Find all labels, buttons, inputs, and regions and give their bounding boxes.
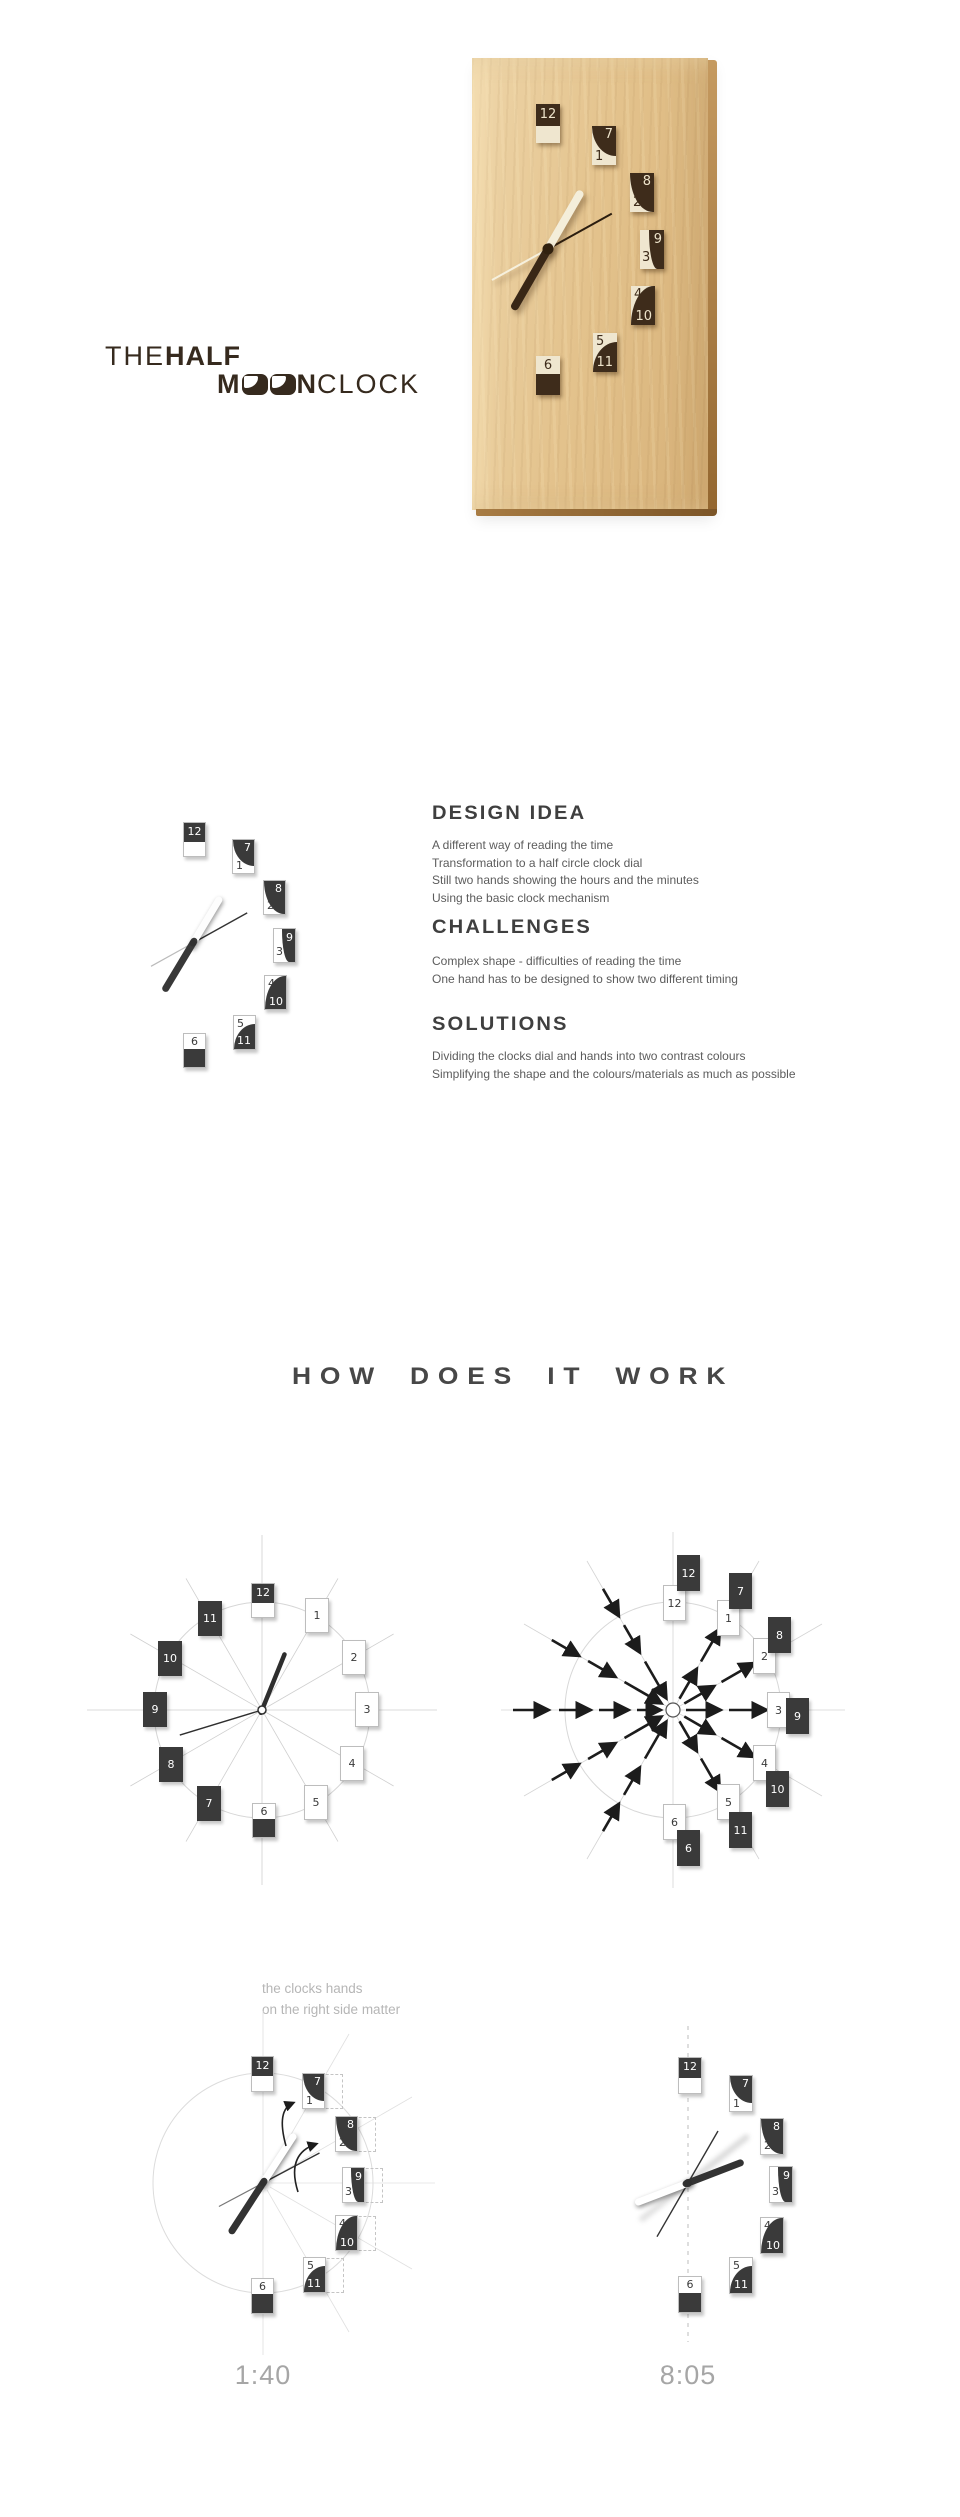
full-circle-clock-diagram (120, 1540, 420, 1880)
tile-number: 11 (596, 355, 613, 370)
note-line-2: on the right side matter (262, 2001, 401, 2017)
tile-number: 1 (595, 149, 604, 164)
center-hub (666, 1703, 680, 1717)
tile-dark-area (184, 1049, 205, 1067)
wood-panel-bottom-edge (476, 509, 717, 516)
clock-tile-10-4 (264, 975, 287, 1010)
tile-number: 12 (683, 2060, 697, 2074)
tile-dark-area (253, 1819, 275, 1837)
clock-tile-6 (536, 356, 560, 395)
tile-number: 12 (256, 1585, 270, 1599)
clock-tile-dark (786, 1698, 809, 1734)
tile-number: 8 (773, 2120, 780, 2133)
read-arrow-minute (295, 2144, 316, 2192)
logo (105, 342, 420, 398)
clock-tile-7-1 (592, 126, 616, 165)
tile-number: 2 (761, 1649, 768, 1663)
section-lines-challenges (432, 953, 738, 988)
clock-tile-12 (678, 2057, 702, 2094)
tile-dark-area (536, 374, 560, 395)
tile-number: 12 (667, 1596, 682, 1610)
clock-tile-light (305, 1598, 329, 1633)
clock-tile-11-5 (303, 2257, 326, 2293)
wood-clock-hands-graphic (472, 58, 708, 510)
tile-dark-area (252, 2294, 273, 2313)
tile-number: 5 (312, 1796, 320, 1809)
tile-number: 3 (772, 2185, 779, 2198)
clock-tile-dark (677, 1830, 700, 1866)
clock-tile-dark (197, 1786, 221, 1821)
clock-tile-6 (183, 1033, 206, 1068)
clock-tile-dark (198, 1601, 222, 1636)
section-title-design-idea: DESIGN IDEA (432, 803, 587, 824)
tile-number: 7 (604, 127, 613, 142)
clock-tile-12 (251, 1583, 275, 1618)
center-hub (260, 2180, 267, 2187)
tile-number: 9 (783, 2169, 790, 2182)
clock-tile-12 (183, 822, 206, 857)
tile-number: 1 (306, 2094, 313, 2107)
body-line: Dividing the clocks dial and hands into two contrast colours (432, 1049, 746, 1063)
minute-hand (262, 2137, 293, 2185)
tile-number: 6 (685, 1841, 692, 1855)
tile-number: 12 (681, 1566, 696, 1580)
tile-number: 4 (268, 977, 275, 990)
half-clock-diagram (140, 800, 370, 1100)
moon-notch (244, 376, 258, 388)
clock-tile-dark (766, 1771, 789, 1807)
clock-tile-8-2 (630, 173, 654, 212)
tile-number: 2 (339, 2136, 346, 2149)
clock-tile-11-5 (729, 2257, 753, 2294)
tile-number: 8 (275, 882, 282, 895)
tile-number: 1 (725, 1611, 732, 1625)
time-label-805: 8:05 (659, 2360, 717, 2390)
clock-tile-light (342, 1640, 366, 1675)
minute-hand (192, 900, 219, 945)
hour-hand (166, 941, 194, 988)
tile-number: 12 (539, 106, 557, 122)
clock-tile-8-2 (263, 880, 286, 915)
tile-number: 4 (634, 287, 643, 302)
tile-number: 4 (764, 2219, 771, 2232)
tile-number: 5 (237, 1017, 244, 1030)
center-hub (190, 940, 197, 947)
tile-number: 6 (259, 2280, 266, 2294)
tile-number: 9 (151, 1703, 159, 1716)
fold-arrows-diagram (510, 1540, 840, 1880)
tile-number: 6 (191, 1035, 198, 1049)
wood-clock-panel (472, 58, 708, 510)
logo-letter: M (217, 369, 241, 399)
moon-notch (272, 376, 286, 388)
tile-number: 7 (737, 1584, 744, 1598)
clock-tile-dark (677, 1555, 700, 1591)
tile-number: 10 (269, 995, 283, 1008)
tile-number: 10 (635, 309, 652, 324)
tile-number: 9 (794, 1709, 801, 1723)
clock-tile-dark (159, 1747, 183, 1782)
tile-number: 1 (236, 859, 243, 872)
tile-number: 10 (340, 2236, 354, 2249)
tile-number: 10 (770, 1782, 785, 1796)
tile-number: 3 (345, 2185, 352, 2198)
moon-o-glyph (270, 374, 296, 395)
clock-example-140 (140, 2040, 400, 2340)
tile-number: 2 (764, 2139, 771, 2152)
tile-number: 3 (276, 945, 283, 958)
clock-tile-11-5 (593, 333, 617, 372)
tile-number: 1 (313, 1609, 321, 1622)
minute-hand (547, 194, 580, 250)
body-line: Transformation to a half circle clock dial (432, 855, 643, 870)
tile-number: 11 (307, 2277, 321, 2290)
logo-the: THE (105, 341, 165, 371)
tile-number: 8 (776, 1628, 783, 1642)
logo-letter: N (296, 369, 317, 399)
clock-tile-dark (158, 1641, 182, 1676)
clock-tile-8-2 (335, 2116, 358, 2152)
hour-hand (515, 247, 549, 306)
clock-tile-7-1 (729, 2075, 753, 2112)
tile-number: 8 (347, 2118, 354, 2131)
logo-clock: CLOCK (317, 369, 421, 399)
tile-number: 12 (255, 2059, 270, 2073)
tile-number: 7 (244, 841, 251, 854)
body-line: Using the basic clock mechanism (432, 890, 610, 905)
tile-number: 11 (733, 1823, 748, 1837)
tile-dark-area (679, 2293, 701, 2312)
clock-tile-12 (536, 104, 560, 143)
clock-tile-10-4 (760, 2217, 784, 2254)
tile-number: 8 (167, 1758, 175, 1771)
tile-number: 9 (286, 931, 293, 944)
clock-tile-7-1 (302, 2073, 325, 2109)
clock-tile-11-5 (233, 1015, 256, 1050)
tile-number: 2 (350, 1651, 358, 1664)
tile-number: 5 (733, 2259, 740, 2272)
center-hub (543, 244, 554, 255)
clock-tile-9-3 (342, 2167, 365, 2203)
tile-number: 11 (203, 1612, 217, 1625)
tile-number: 7 (314, 2075, 321, 2088)
tile-number: 8 (642, 174, 651, 189)
body-line: One hand has to be designed to show two different timing (432, 971, 738, 986)
clock-tile-dark (729, 1573, 752, 1609)
center-hub (258, 1706, 266, 1714)
logo-line-2 (217, 370, 420, 398)
section-title-solutions: SOLUTIONS (432, 1014, 569, 1035)
clock-tile-light (340, 1746, 364, 1781)
how-it-works-heading: HOW DOES IT WORK (292, 1363, 735, 1390)
tile-number: 6 (543, 357, 553, 373)
clock-tile-9-3 (273, 928, 296, 963)
clock-805-graphic (600, 2040, 830, 2340)
note-caption (262, 1979, 400, 2020)
logo-moon (217, 369, 317, 399)
tile-number: 5 (596, 334, 605, 349)
tile-number: 2 (267, 899, 274, 912)
body-line: Still two hands showing the hours and the minutes (432, 873, 699, 887)
clock-tile-dark (768, 1617, 791, 1653)
center-hub (684, 2179, 692, 2187)
body-line: A different way of reading the time (432, 838, 614, 852)
clock-tile-6 (252, 1803, 276, 1838)
tile-number: 11 (237, 1034, 251, 1047)
tile-number: 6 (260, 1805, 268, 1819)
tile-number: 10 (766, 2239, 780, 2252)
tile-number: 6 (671, 1815, 678, 1829)
tile-number: 10 (163, 1652, 177, 1665)
clock-tile-light (355, 1692, 379, 1727)
body-line: Complex shape - difficulties of reading the time (432, 954, 682, 968)
tile-number: 7 (742, 2077, 749, 2090)
logo-line-1 (105, 342, 420, 370)
clock-tile-12 (251, 2056, 274, 2092)
tile-number: 11 (734, 2278, 748, 2291)
clock-tile-9-3 (640, 230, 664, 269)
tile-number: 9 (653, 232, 662, 247)
clock-tile-6 (678, 2276, 702, 2313)
clock-tile-dark (143, 1692, 167, 1727)
tile-number: 9 (355, 2170, 362, 2183)
tile-number: 5 (307, 2259, 314, 2272)
wood-panel-side-edge (708, 60, 717, 514)
body-line: Simplifying the shape and the colours/materials as much as possible (432, 1066, 796, 1081)
clock-tile-8-2 (760, 2118, 784, 2155)
tile-number: 4 (339, 2217, 346, 2230)
time-label-140: 1:40 (234, 2360, 292, 2390)
logo-half: HALF (165, 341, 241, 371)
tile-number: 12 (187, 824, 202, 838)
clock-tile-light (304, 1785, 328, 1820)
tile-number: 2 (633, 195, 642, 210)
section-lines-design-idea (432, 837, 699, 907)
clock-tile-7-1 (232, 839, 255, 874)
clock-tile-10-4 (335, 2215, 358, 2251)
note-line-1: the clocks hands (262, 1981, 363, 1996)
section-title-challenges: CHALLENGES (432, 917, 592, 938)
clock-tile-10-4 (631, 286, 655, 325)
tile-number: 1 (733, 2097, 740, 2110)
tile-number: 4 (348, 1757, 356, 1770)
section-lines-solutions (432, 1048, 796, 1083)
clock-example-805 (600, 2040, 830, 2340)
hour-hand (232, 2181, 264, 2231)
clock-tile-6 (251, 2278, 274, 2314)
half-clock-hands-graphic (140, 800, 370, 1100)
clock-tile-9-3 (769, 2166, 793, 2203)
moon-o-glyph (242, 374, 268, 395)
tile-number: 3 (775, 1703, 782, 1717)
tile-number: 3 (363, 1703, 371, 1716)
clock-tile-dark (729, 1812, 752, 1848)
tile-number: 6 (686, 2278, 694, 2292)
tile-number: 7 (205, 1797, 213, 1810)
tile-number: 4 (761, 1756, 768, 1770)
tile-number: 3 (642, 250, 651, 265)
tile-number: 5 (725, 1795, 732, 1809)
